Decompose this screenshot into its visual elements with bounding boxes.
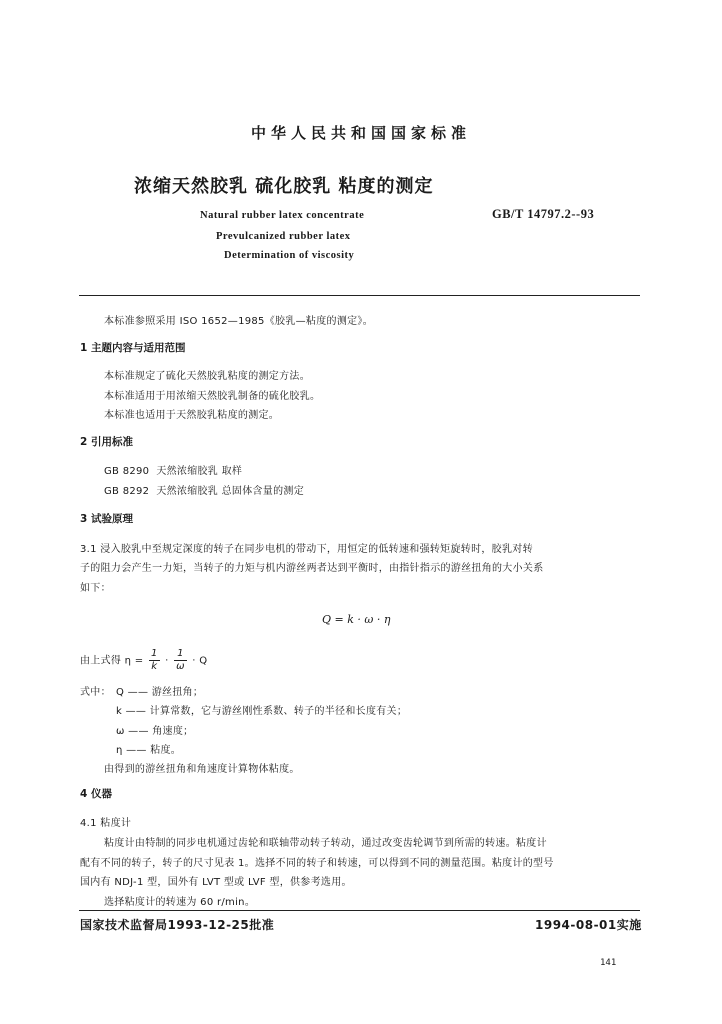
section-4-paragraph-line: 配有不同的转子，转子的尺寸见表 1。选择不同的转子和转速，可以得到不同的测量范围。粘度计的型号 — [80, 858, 554, 869]
section-4-paragraph-line: 粘度计由特制的同步电机通过齿轮和联轴带动转子转动，通过改变齿轮调节到所需的转速。粘度计 — [104, 838, 547, 849]
symbol-definition: η —— 粘度。 — [116, 745, 182, 756]
fraction-one-over-k — [149, 648, 160, 673]
section-4-heading: 4 仪器 — [80, 788, 112, 800]
section-4-paragraph-line: 国内有 NDJ-1 型，国外有 LVT 型或 LVF 型，供参考选用。 — [80, 877, 352, 888]
english-title-line-2: Prevulcanized rubber latex — [216, 231, 351, 242]
implementation-date: 1994-08-01实施 — [535, 918, 642, 932]
section-1-line: 本标准适用于用浓缩天然胶乳制备的硫化胶乳。 — [104, 391, 321, 402]
english-title-line-3: Determination of viscosity — [224, 250, 355, 261]
section-1-line: 本标准规定了硫化天然胶乳粘度的测定方法。 — [104, 371, 310, 382]
symbol-definition: ω —— 角速度； — [116, 726, 194, 737]
reference-text: 天然浓缩胶乳 总固体含量的测定 — [156, 486, 304, 497]
fraction-numerator: 1 — [174, 648, 187, 661]
section-3-paragraph-line: 子的阻力会产生一力矩，当转子的力矩与机内游丝两者达到平衡时，由指针指示的游丝扭角的大小关系 — [80, 563, 544, 574]
reference-code: GB 8290 — [104, 466, 150, 477]
derived-formula-suffix: · Q — [192, 655, 208, 667]
reference-item — [104, 482, 304, 497]
subsection-4-1-heading: 4.1 粘度计 — [80, 818, 132, 829]
header-divider — [79, 295, 640, 296]
reference-item — [104, 462, 242, 477]
section-1-line: 本标准也适用于天然胶乳粘度的测定。 — [104, 410, 280, 421]
derived-formula: 由上式得 η = $\frac{1}{k}$ · $\frac{1}{\omega}$ · Q — [80, 648, 208, 672]
document-title: 浓缩天然胶乳 硫化胶乳 粘度的测定 — [134, 176, 434, 197]
page-number: 141 — [600, 958, 617, 968]
approval-date: 国家技术监督局1993-12-25批准 — [80, 918, 275, 932]
section-3-closing: 由得到的游丝扭角和角速度计算物体粘度。 — [104, 764, 300, 775]
fraction-denominator: k — [151, 661, 158, 672]
section-4-paragraph-line: 选择粘度计的转速为 60 r/min。 — [104, 897, 256, 908]
intro-line: 本标准参照采用 ISO 1652—1985《胶乳—粘度的测定》。 — [104, 316, 374, 327]
section-1-heading: 1 主题内容与适用范围 — [80, 342, 186, 354]
standard-number: GB/T 14797.2--93 — [492, 207, 595, 221]
section-3-paragraph-line: 如下： — [80, 583, 111, 594]
reference-code: GB 8292 — [104, 486, 150, 497]
footer-divider — [79, 910, 640, 911]
symbol-definition: Q —— 游丝扭角； — [116, 687, 204, 698]
fraction-denominator: ω — [176, 661, 185, 672]
section-3-heading: 3 试验原理 — [80, 513, 133, 525]
section-2-heading: 2 引用标准 — [80, 436, 133, 448]
viscosity-formula: Q = k · ω · η — [322, 613, 391, 626]
english-title-line-1: Natural rubber latex concentrate — [200, 210, 365, 221]
where-label: 式中： — [80, 687, 111, 698]
standard-type-heading: 中华人民共和国国家标准 — [250, 124, 471, 142]
symbol-definition: k —— 计算常数，它与游丝刚性系数、转子的半径和长度有关； — [116, 706, 408, 717]
reference-text: 天然浓缩胶乳 取样 — [156, 466, 243, 477]
section-3-paragraph-line: 3.1 浸入胶乳中至规定深度的转子在同步电机的带动下，用恒定的低转速和强转矩旋转时，胶乳对转 — [80, 544, 533, 555]
derived-formula-prefix: 由上式得 η = — [80, 655, 144, 667]
fraction-one-over-omega — [174, 648, 187, 673]
fraction-numerator: 1 — [150, 648, 158, 659]
